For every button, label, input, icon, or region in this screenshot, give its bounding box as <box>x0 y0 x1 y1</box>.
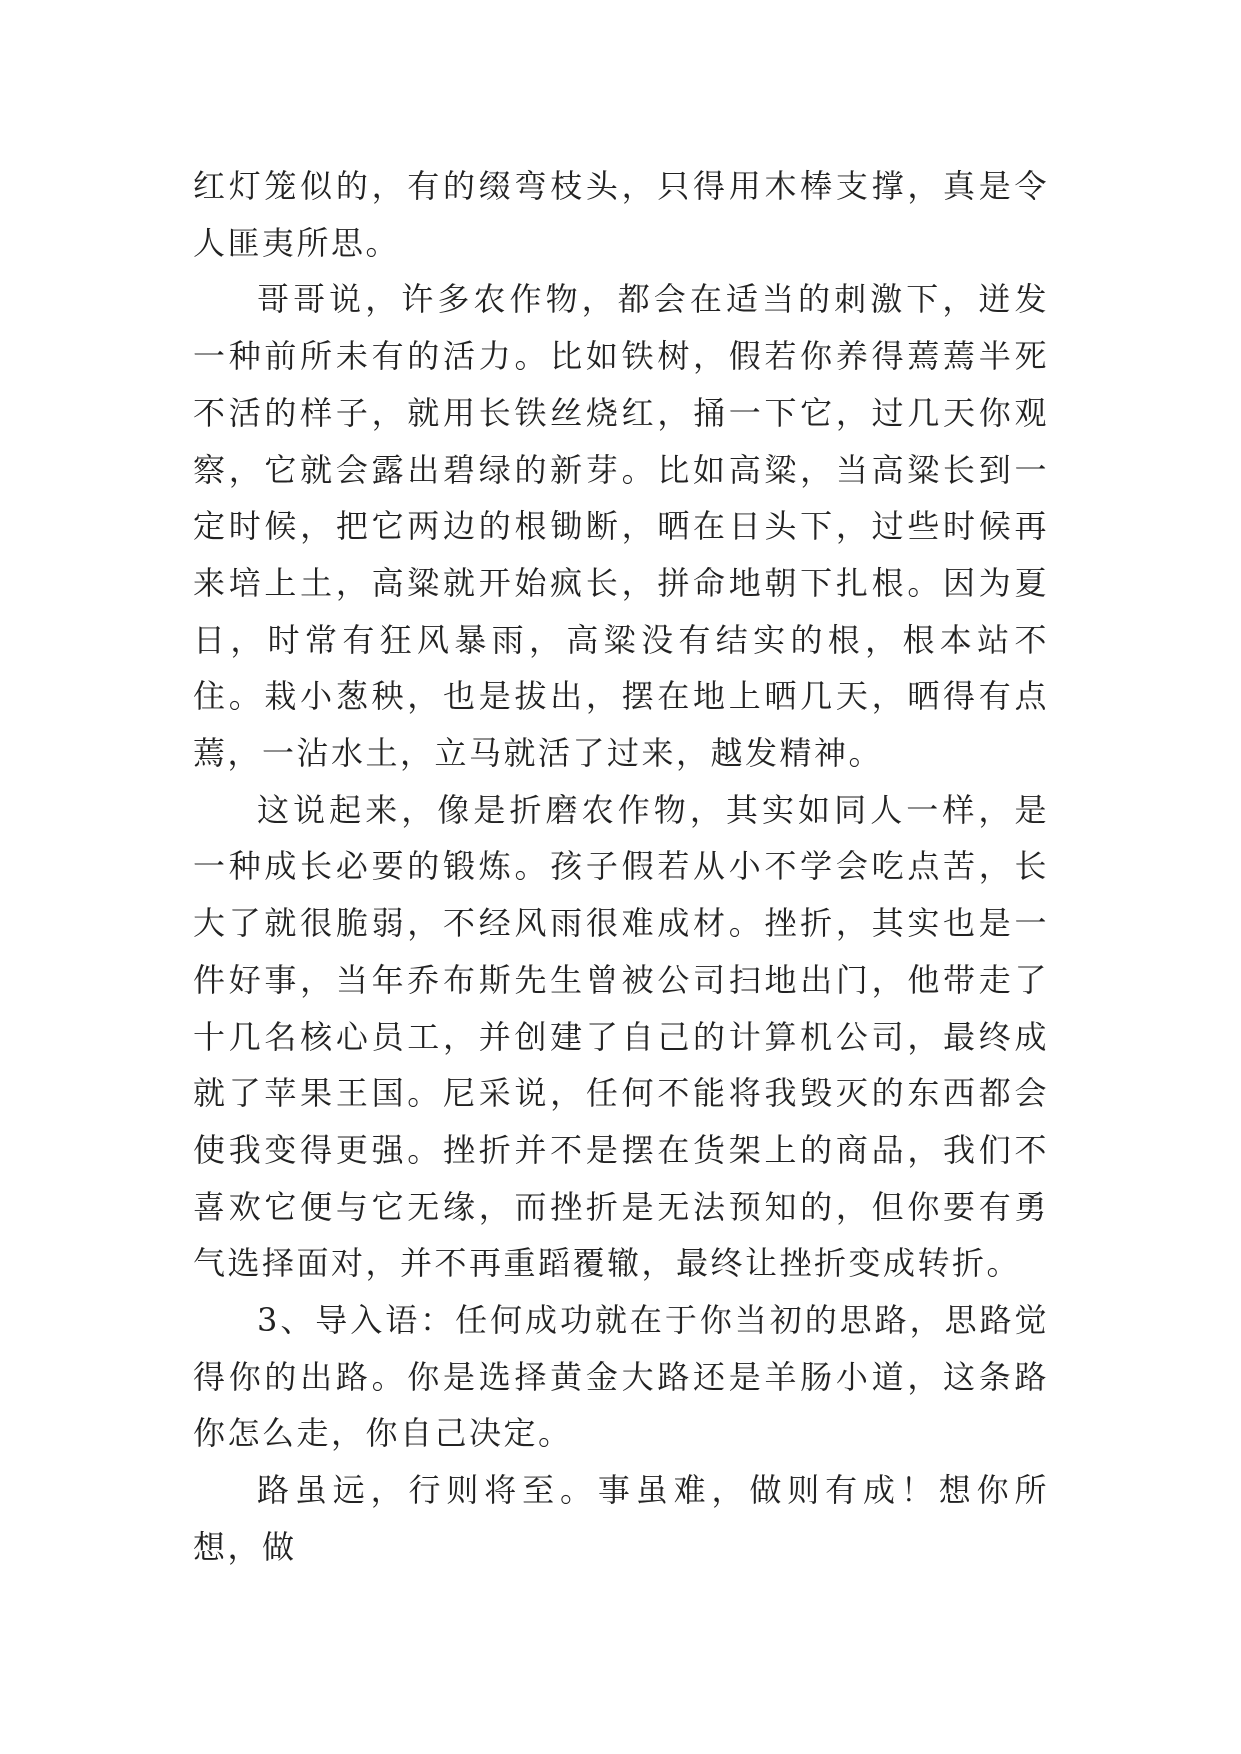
paragraph-intro-3: 3、导入语：任何成功就在于你当初的思路，思路觉得你的出路。你是选择黄金大路还是羊肠小道，这条路你怎么走，你自己决定。 <box>193 1301 1049 1453</box>
document-body <box>193 158 1049 1576</box>
paragraph-road-far: 路虽远，行则将至。事虽难，做则有成！想你所想，做 <box>193 1471 1049 1566</box>
paragraph-growth-training: 这说起来，像是折磨农作物，其实如同人一样，是一种成长必要的锻炼。孩子假若从小不学会吃点苦，长大了就很脆弱，不经风雨很难成材。挫折，其实也是一件好事，当年乔布斯先生曾被公司扫地出门，他带走了十几名核心员工，并创建了自己的计算机公司，最终成就了苹果王国。尼采说，任何不能将我毁灭的东西都会使我变得更强。挫折并不是摆在货架上的商品，我们不喜欢它便与它无缘，而挫折是无法预知的，但你要有勇气选择面对，并不再重蹈覆辙，最终让挫折变成转折。 <box>193 790 1049 1283</box>
paragraph-brother-said: 哥哥说，许多农作物，都会在适当的刺激下，迸发一种前所未有的活力。比如铁树，假若你养得蔫蔫半死不活的样子，就用长铁丝烧红，捅一下它，过几天你观察，它就会露出碧绿的新芽。比如高粱，当高粱长到一定时候，把它两边的根锄断，晒在日头下，过些时候再来培上土，高粱就开始疯长，拼命地朝下扎根。因为夏日，时常有狂风暴雨，高粱没有结实的根，根本站不住。栽小葱秧，也是拔出，摆在地上晒几天，晒得有点蔫，一沾水土，立马就活了过来，越发精神。 <box>193 280 1049 773</box>
paragraph-continued: 红灯笼似的，有的缀弯枝头，只得用木棒支撑，真是令人匪夷所思。 <box>193 167 1049 262</box>
